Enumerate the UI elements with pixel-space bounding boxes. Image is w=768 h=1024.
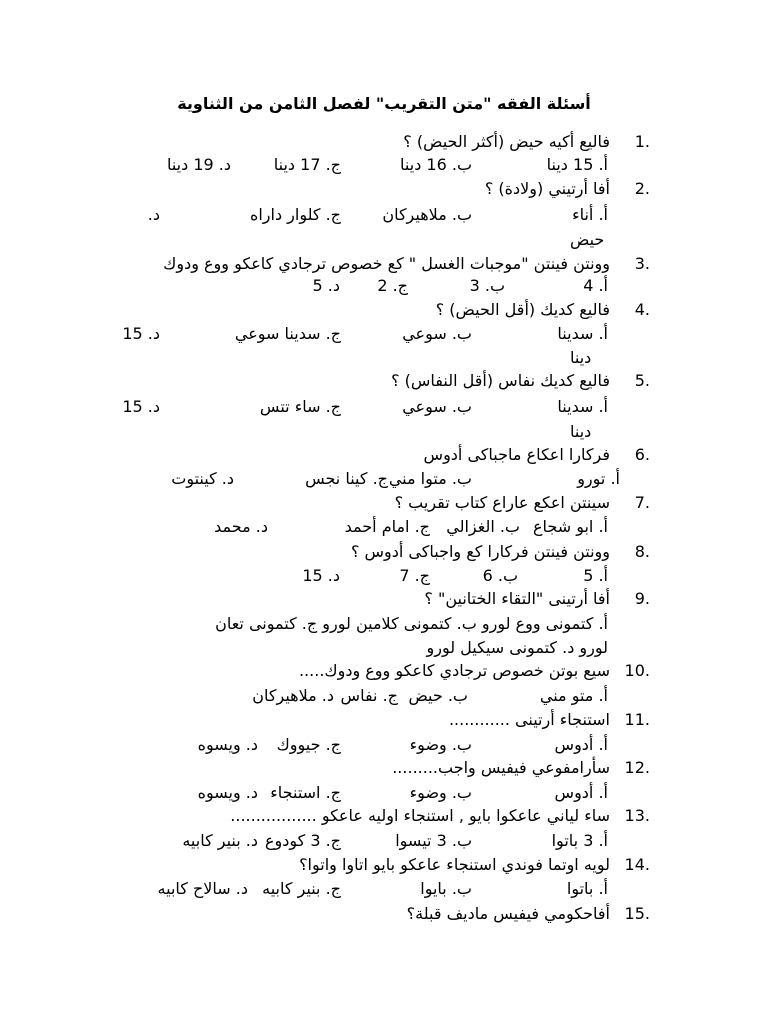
option-c: ج. كينا نجس xyxy=(305,469,388,488)
option-b: ب. وضوء xyxy=(409,735,472,754)
option-b: ب. حيض xyxy=(408,686,468,705)
options-2 xyxy=(0,203,768,227)
option-a: أ. أدوس xyxy=(554,783,608,802)
option-c: ج. 17 دينا xyxy=(273,155,341,174)
option-c: ج. ساء تتس xyxy=(259,397,341,416)
option-wrap-text: دينا xyxy=(570,348,592,367)
options-text: أ. كتمونى ووع لورو ب. كتمونى كلامين لورو ج. كتمونى تعان xyxy=(215,614,608,633)
question-11 xyxy=(0,708,768,732)
options-text: لورو د. كتمونى سيكيل لورو xyxy=(426,638,608,657)
option-b: ب. سوعي xyxy=(402,324,472,343)
question-7 xyxy=(0,491,768,515)
option-a: أ. 5 xyxy=(583,566,608,585)
options-3 xyxy=(0,274,768,298)
option-d: د. سالاح كابيه xyxy=(157,879,248,898)
question-number: 1. xyxy=(634,132,650,151)
option-c: ج. كلوار داراه xyxy=(249,205,341,224)
option-a: أ. 4 xyxy=(583,276,608,295)
question-number: 10. xyxy=(624,661,650,680)
option-b: ب. 3 xyxy=(469,276,505,295)
question-number: 15. xyxy=(624,904,650,923)
option-b: ب. الغزالي xyxy=(446,517,520,536)
option-a: أ. تورو xyxy=(577,469,620,488)
options-7 xyxy=(0,515,768,539)
question-number: 11. xyxy=(624,710,650,729)
option-b: ب. متوا مني xyxy=(388,469,472,488)
question-2 xyxy=(0,177,768,201)
question-text: فاليع كديك (أقل الحيض) ؟ xyxy=(435,300,610,319)
question-number: 8. xyxy=(634,542,650,561)
question-text: أفا أرتيني (ولادة) ؟ xyxy=(484,179,610,198)
question-number: 6. xyxy=(634,445,650,464)
option-b: ب. بايوا xyxy=(420,879,472,898)
question-number: 7. xyxy=(634,493,650,512)
option-d: د. ويسوه xyxy=(197,735,258,754)
options-11 xyxy=(0,733,768,757)
question-text: أفاحكومي فيفيس ماديف قبلة؟ xyxy=(406,904,610,923)
question-5 xyxy=(0,369,768,393)
question-number: 12. xyxy=(624,758,650,777)
question-number: 2. xyxy=(634,179,650,198)
question-number: 5. xyxy=(634,371,650,390)
option-a: أ. سدينا xyxy=(557,397,608,416)
option-b: ب. ملاهيركان xyxy=(382,205,472,224)
option-c: ج. 2 xyxy=(377,276,408,295)
option-b: ب. 16 دينا xyxy=(400,155,472,174)
question-text: فاليع كديك نفاس (أقل النفاس) ؟ xyxy=(391,371,610,390)
option-d: د. بنير كابيه xyxy=(182,831,258,850)
option-d: د. 15 xyxy=(302,566,340,585)
option-c: ج. بنير كابيه xyxy=(262,879,341,898)
option-b: ب. سوعي xyxy=(402,397,472,416)
question-8 xyxy=(0,540,768,564)
options-6 xyxy=(0,467,768,491)
option-d: د. 15 xyxy=(122,397,160,416)
option-a: أ. سدينا xyxy=(557,324,608,343)
option-d: د. 15 xyxy=(122,324,160,343)
option-d: د. 19 دينا xyxy=(166,155,231,174)
question-number: 9. xyxy=(634,589,650,608)
option-d: د. ويسوه xyxy=(197,783,258,802)
question-14 xyxy=(0,853,768,877)
option-c: ج. نفاس xyxy=(340,686,398,705)
option-a: أ. أناء xyxy=(572,205,608,224)
option-d: د. محمد xyxy=(214,517,268,536)
question-text: أفا أرتينى "التقاء الختانين" ؟ xyxy=(424,589,610,608)
options-1 xyxy=(0,153,768,177)
option-a: أ. باتوا xyxy=(566,879,608,898)
option-d: د. xyxy=(147,205,160,224)
question-number: 4. xyxy=(634,300,650,319)
question-text: سيع بوتن خصوص ترجادي كاعكو ووع ودوك..... xyxy=(298,661,610,680)
question-text: استنجاء أرتينى ............ xyxy=(448,710,610,729)
option-b: ب. 6 xyxy=(482,566,518,585)
options-5-wrap xyxy=(0,420,768,444)
question-number: 3. xyxy=(634,254,650,273)
question-number: 14. xyxy=(624,855,650,874)
option-a: أ. 3 باتوا xyxy=(551,831,608,850)
question-text: ساء لياني عاعكوا بايو , استنجاء اوليه عاعكو ................. xyxy=(230,806,610,825)
question-number: 13. xyxy=(624,806,650,825)
question-text: فاليع أكيه حيض (أكثر الحيض) ؟ xyxy=(403,132,610,151)
options-4-wrap xyxy=(0,346,768,370)
options-8 xyxy=(0,564,768,588)
page-title: أسئلة الفقه "متن التقريب" لفصل الثامن من الثناوية xyxy=(177,94,591,113)
option-a: أ. ابو شجاع xyxy=(532,517,608,536)
option-wrap-text: دينا xyxy=(570,422,592,441)
options-2-wrap xyxy=(0,228,768,252)
option-c: ج. 7 xyxy=(399,566,430,585)
question-text: لويه اوتما فوندي استنجاء عاعكو بايو اتاوا واتوا؟ xyxy=(299,855,610,874)
option-c: ج. 3 كودوع xyxy=(264,831,341,850)
option-a: أ. متو مني xyxy=(539,686,608,705)
question-text: وونتن فينتن فركارا كع واجباكى أدوس ؟ xyxy=(350,542,610,561)
options-14 xyxy=(0,877,768,901)
question-13 xyxy=(0,804,768,828)
option-c: ج. استنجاء xyxy=(270,783,341,802)
option-c: ج. امام أحمد xyxy=(344,517,430,536)
options-12 xyxy=(0,781,768,805)
question-1 xyxy=(0,130,768,154)
option-d: د. ملاهيركان xyxy=(252,686,334,705)
question-text: وونتن فينتن "موجبات الغسل " كع خصوص ترجادي كاعكو ووع ودوك xyxy=(163,254,610,273)
options-5 xyxy=(0,395,768,419)
question-text: سينتن اعكع عاراع كتاب تقريب ؟ xyxy=(394,493,610,512)
question-4 xyxy=(0,298,768,322)
option-a: أ. 15 دينا xyxy=(546,155,608,174)
option-c: ج. سدينا سوعي xyxy=(234,324,341,343)
options-13 xyxy=(0,829,768,853)
options-4 xyxy=(0,322,768,346)
options-9 xyxy=(0,612,768,636)
option-d: د. 5 xyxy=(312,276,340,295)
question-text: سأرامفوعي فيفيس واجب......... xyxy=(392,758,610,777)
option-wrap-text: حيض xyxy=(570,230,605,249)
option-a: أ. أدوس xyxy=(554,735,608,754)
options-9-wrap xyxy=(0,636,768,660)
option-d: د. كينتوت xyxy=(171,469,234,488)
question-6 xyxy=(0,443,768,467)
option-b: ب. 3 تيسوا xyxy=(395,831,472,850)
question-9 xyxy=(0,587,768,611)
options-10 xyxy=(0,684,768,708)
question-text: فركارا اعكاع ماجباكى أدوس xyxy=(423,445,610,464)
question-12 xyxy=(0,756,768,780)
question-15 xyxy=(0,902,768,926)
option-b: ب. وضوء xyxy=(409,783,472,802)
question-10 xyxy=(0,659,768,683)
option-c: ج. جيووك xyxy=(276,735,341,754)
question-3 xyxy=(0,252,768,276)
